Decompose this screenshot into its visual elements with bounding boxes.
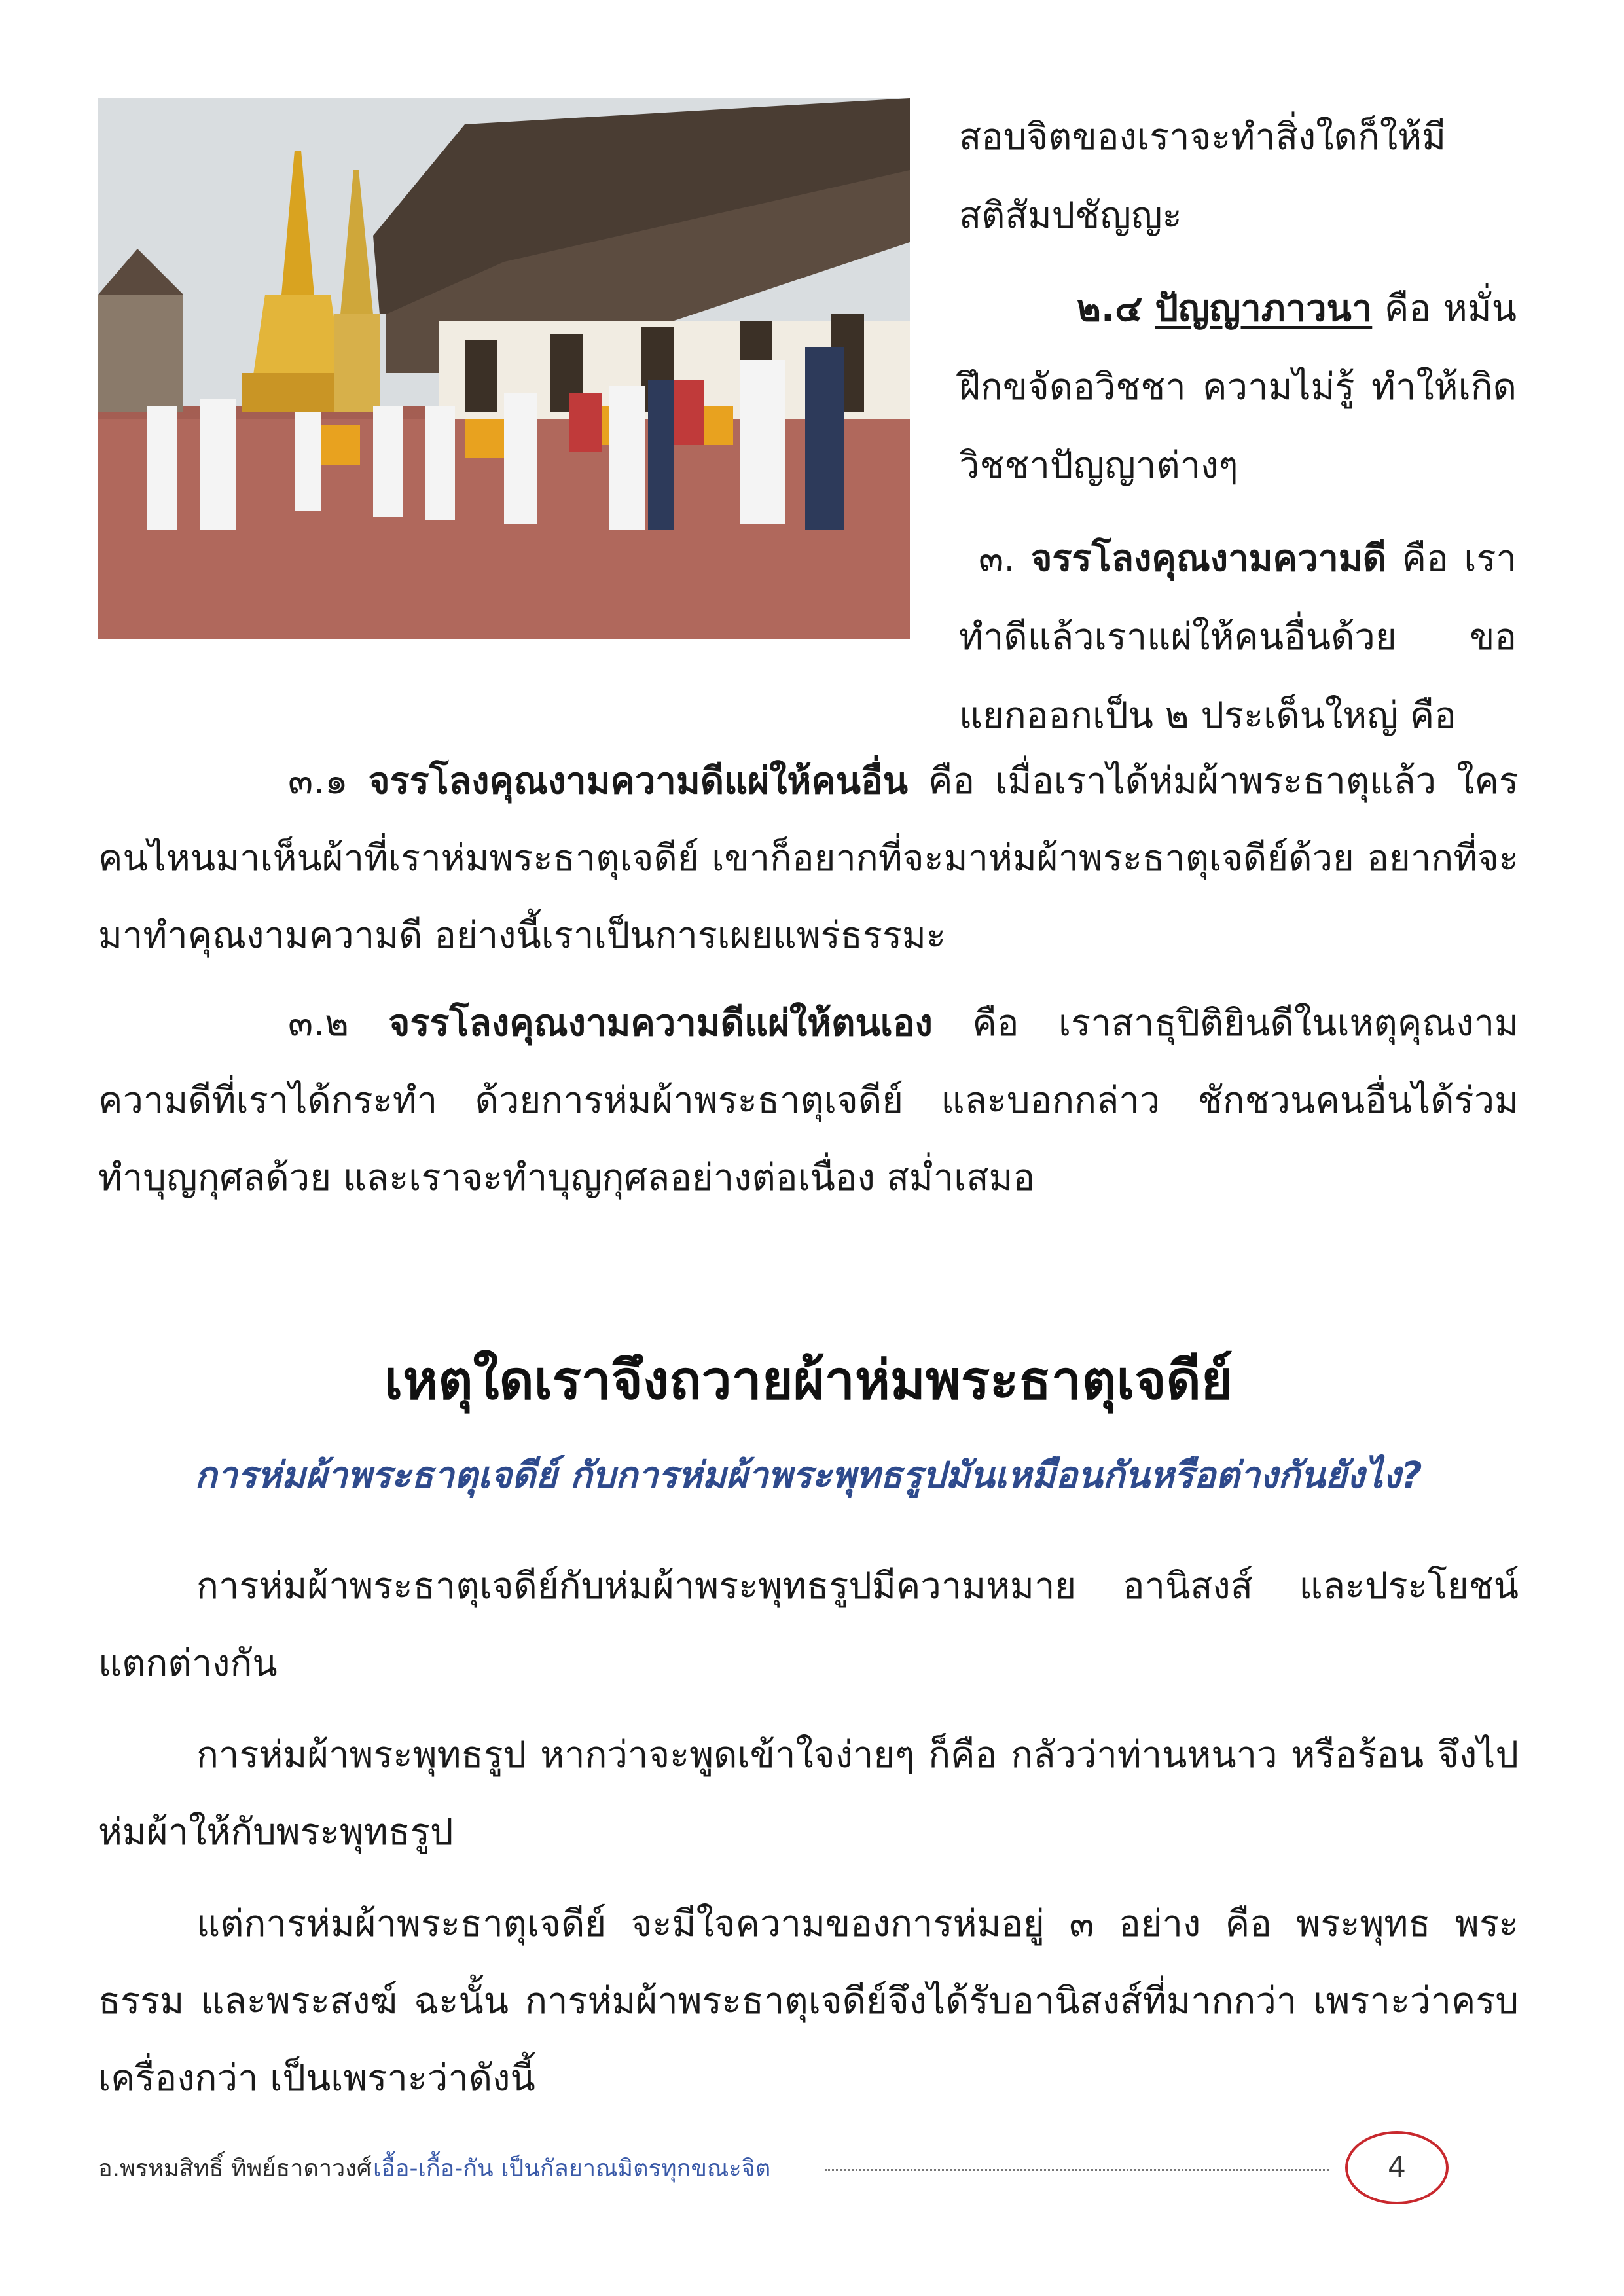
- section-term: จรรโลงคุณงามความดีแผ่ให้ตนเอง: [388, 1002, 933, 1045]
- side-paragraph-1: สอบจิตของเราจะทำสิ่งใดก็ให้มีสติสัมปชัญญะ: [959, 116, 1447, 237]
- section-number: ๒.๔: [1077, 287, 1143, 330]
- section-term: จรรโลงคุณงามความดี: [1030, 537, 1387, 580]
- page-number: 4: [1345, 2131, 1449, 2204]
- section-number: ๓.: [979, 537, 1016, 580]
- section-subheading: การห่มผ้าพระธาตุเจดีย์ กับการห่มผ้าพระพุทธรูปมันเหมือนกันหรือต่างกันยังไง?: [194, 1454, 1422, 1497]
- footer-dotted-leader: [825, 2169, 1329, 2171]
- body-paragraph-3-1: [98, 743, 1519, 975]
- temple-illustration: [98, 98, 910, 639]
- lower-paragraphs: [98, 1548, 1519, 2117]
- section-text: คือ เราสาธุปิติยินดีในเหตุคุณงามความดีที่เราได้กระทำ ด้วยการห่มผ้าพระธาตุเจดีย์ และบอกกล่าว ชักชวนคนอื่นได้ร่วมทำบุญกุศลด้วย และเราจะทำบุญกุศลอย่างต่อเนื่อง สม่ำเสมอ: [98, 1002, 1519, 1199]
- section-heading: เหตุใดเราจึงถวายผ้าห่มพระธาตุเจดีย์: [384, 1350, 1233, 1412]
- section-term: ปัญญาภาวนา: [1155, 287, 1373, 330]
- temple-photo: [98, 98, 910, 639]
- paragraph-3: แต่การห่มผ้าพระธาตุเจดีย์ จะมีใจความของการห่มอยู่ ๓ อย่าง คือ พระพุทธ พระธรรม และพระสงฆ์ ฉะนั้น การห่มผ้าพระธาตุเจดีย์จึงได้รับอานิสงส์ที่มากกว่า เพราะว่าครบเครื่องกว่า เป็นเพราะว่าดังนี้: [98, 1903, 1519, 2100]
- footer-author: อ.พรหมสิทธิ์ ทิพย์ธาดาวงศ์: [98, 2155, 372, 2182]
- page-footer: [98, 2138, 1519, 2190]
- section-text: คือ หมั่นฝึกขจัดอวิชชา ความไม่รู้ ทำให้เกิดวิชชาปัญญาต่างๆ: [959, 287, 1517, 487]
- section-term: จรรโลงคุณงามความดีแผ่ให้คนอื่น: [368, 760, 908, 802]
- section-number: ๓.๑: [288, 760, 348, 802]
- side-paragraph-2: [959, 270, 1517, 505]
- section-number: ๓.๒: [288, 1002, 349, 1045]
- section-text: คือ เราทำดีแล้วเราแผ่ให้คนอื่นด้วย ขอแยกออกเป็น ๒ ประเด็นใหญ่ คือ: [959, 537, 1517, 737]
- body-paragraph-3-2: [98, 985, 1519, 1217]
- paragraph-2: การห่มผ้าพระพุทธรูป หากว่าจะพูดเข้าใจง่ายๆ ก็คือ กลัวว่าท่านหนาว หรือร้อน จึงไปห่มผ้าให้กับพระพุทธรูป: [98, 1734, 1519, 1854]
- side-column: [959, 98, 1517, 755]
- paragraph-1: การห่มผ้าพระธาตุเจดีย์กับห่มผ้าพระพุทธรูปมีความหมาย อานิสงส์ และประโยชน์แตกต่างกัน: [98, 1565, 1519, 1685]
- side-paragraph-3: [959, 520, 1517, 755]
- footer-tagline: เอื้อ-เกื้อ-กัน เป็นกัลยาณมิตรทุกขณะจิต: [373, 2155, 771, 2182]
- section-text: คือ เมื่อเราได้ห่มผ้าพระธาตุแล้ว ใครคนไหนมาเห็นผ้าที่เราห่มพระธาตุเจดีย์ เขาก็อยากที่จะมาห่มผ้าพระธาตุเจดีย์ด้วย อยากที่จะมาทำคุณงามความดี อย่างนี้เราเป็นการเผยแพร่ธรรมะ: [98, 760, 1519, 957]
